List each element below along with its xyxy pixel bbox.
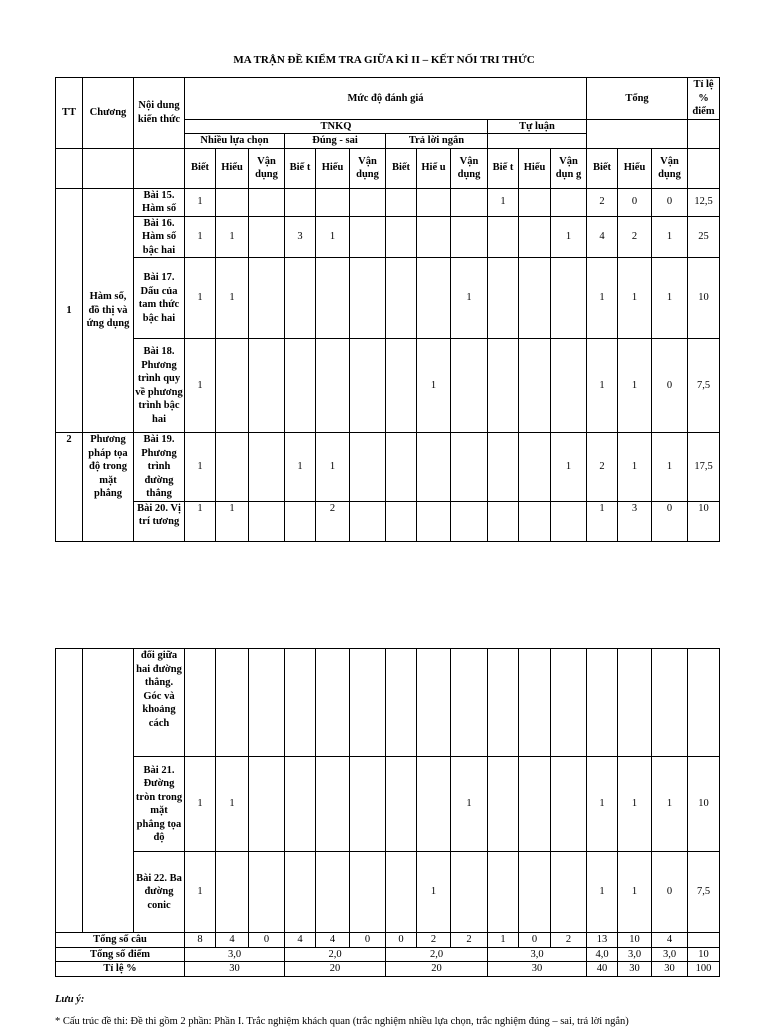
matrix-cell: 1 xyxy=(316,433,350,502)
matrix-cell xyxy=(417,188,451,216)
percent-cell: 30 xyxy=(618,962,652,977)
matrix-cell xyxy=(519,339,551,433)
matrix-cell xyxy=(488,757,519,852)
percent-cell: 30 xyxy=(488,962,587,977)
header-ti-le: Tỉ lệ % điểm xyxy=(688,78,720,120)
table-row xyxy=(56,188,720,216)
matrix-cell: 1 xyxy=(488,188,519,216)
matrix-cell xyxy=(316,339,350,433)
total-cell: 13 xyxy=(587,933,618,948)
matrix-cell xyxy=(551,757,587,852)
matrix-cell: 1 xyxy=(216,216,249,258)
header-chuong: Chương xyxy=(83,78,134,149)
header-tu-luan: Tự luận xyxy=(488,119,587,134)
level-tln-biet: Biết xyxy=(386,148,417,188)
total-cell: 2 xyxy=(551,933,587,948)
table-row xyxy=(56,216,720,258)
level-ds-hieu: Hiểu xyxy=(316,148,350,188)
matrix-cell: 1 xyxy=(185,852,216,933)
matrix-cell: 1 xyxy=(451,757,488,852)
matrix-cell xyxy=(386,852,417,933)
matrix-cell xyxy=(350,501,386,541)
matrix-cell xyxy=(249,649,285,757)
total-cell: 2 xyxy=(451,933,488,948)
points-cell: 3,0 xyxy=(652,947,688,962)
matrix-cell xyxy=(551,852,587,933)
matrix-cell xyxy=(451,188,488,216)
header-muc-do: Mức độ đánh giá xyxy=(185,78,587,120)
matrix-cell xyxy=(249,258,285,339)
table-row xyxy=(56,433,720,502)
matrix-cell xyxy=(519,188,551,216)
notes-line-1: * Cấu trúc đề thi: Đề thi gồm 2 phần: Phần I. Trắc nghiệm khách quan (trắc nghiệm nhiều lựa chọn, trắc nghiệm đúng – sai, trả lời ngắn) xyxy=(55,1016,629,1027)
matrix-cell xyxy=(249,188,285,216)
matrix-cell xyxy=(386,339,417,433)
total-cell: 0 xyxy=(350,933,386,948)
matrix-cell: 1 xyxy=(587,757,618,852)
header-ti-le-blank xyxy=(688,119,720,148)
matrix-cell: 10 xyxy=(688,757,720,852)
matrix-cell: 1 xyxy=(185,339,216,433)
header-nhieu-lua-chon: Nhiều lựa chọn xyxy=(185,134,285,149)
level-ds-van-dung: Vận dụng xyxy=(350,148,386,188)
matrix-cell xyxy=(350,339,386,433)
header-noi-dung-blank xyxy=(134,148,185,188)
total-cell: 4 xyxy=(285,933,316,948)
chapter-number: 1 xyxy=(56,188,83,433)
chapter-number: 2 xyxy=(56,433,83,542)
table-row xyxy=(56,852,720,933)
level-tl-biet: Biế t xyxy=(488,148,519,188)
matrix-cell: 1 xyxy=(587,501,618,541)
percent-cell: 30 xyxy=(652,962,688,977)
header-tong: Tổng xyxy=(587,78,688,120)
matrix-cell: 3 xyxy=(285,216,316,258)
matrix-cell: 2 xyxy=(316,501,350,541)
matrix-cell xyxy=(216,852,249,933)
matrix-cell: 1 xyxy=(587,339,618,433)
matrix-cell: 1 xyxy=(551,433,587,502)
lesson-topic: Bài 18. Phương trình quy về phương trình bậc hai xyxy=(134,339,185,433)
matrix-cell: 2 xyxy=(587,433,618,502)
matrix-cell xyxy=(551,339,587,433)
total-points-label: Tổng số điểm xyxy=(56,947,185,962)
header-dung-sai: Đúng - sai xyxy=(285,134,386,149)
matrix-cell xyxy=(519,649,551,757)
matrix-cell xyxy=(488,258,519,339)
matrix-cell: 1 xyxy=(216,757,249,852)
matrix-cell: 1 xyxy=(185,433,216,502)
lesson-topic: Bài 15. Hàm số xyxy=(134,188,185,216)
matrix-cell xyxy=(519,433,551,502)
matrix-cell: 1 xyxy=(652,433,688,502)
level-mc-van-dung: Vận dụng xyxy=(249,148,285,188)
level-mc-hieu: Hiểu xyxy=(216,148,249,188)
matrix-cell xyxy=(316,188,350,216)
matrix-cell xyxy=(488,501,519,541)
matrix-cell xyxy=(386,258,417,339)
matrix-cell: 0 xyxy=(652,852,688,933)
level-mc-biet: Biết xyxy=(185,148,216,188)
matrix-cell xyxy=(350,188,386,216)
percent-cell: 30 xyxy=(185,962,285,977)
matrix-table-part-1 xyxy=(55,77,720,542)
matrix-cell xyxy=(417,501,451,541)
points-cell: 2,0 xyxy=(386,947,488,962)
matrix-cell xyxy=(350,433,386,502)
matrix-cell xyxy=(386,501,417,541)
matrix-cell xyxy=(451,339,488,433)
header-tnkq: TNKQ xyxy=(185,119,488,134)
lesson-topic: đối giữa hai đường thẳng. Góc và khoảng cách xyxy=(134,649,185,757)
header-tong-blank xyxy=(587,119,688,148)
matrix-cell: 17,5 xyxy=(688,433,720,502)
matrix-cell xyxy=(386,188,417,216)
matrix-cell xyxy=(350,258,386,339)
points-cell: 2,0 xyxy=(285,947,386,962)
table-row xyxy=(56,757,720,852)
matrix-cell: 1 xyxy=(587,852,618,933)
matrix-cell: 10 xyxy=(688,501,720,541)
matrix-cell: 0 xyxy=(618,188,652,216)
total-cell: 4 xyxy=(652,933,688,948)
chapter-name-continued xyxy=(83,649,134,933)
matrix-cell xyxy=(688,649,720,757)
matrix-cell: 1 xyxy=(618,852,652,933)
matrix-cell xyxy=(285,757,316,852)
matrix-cell xyxy=(285,649,316,757)
header-tt-blank xyxy=(56,148,83,188)
matrix-cell: 1 xyxy=(285,433,316,502)
matrix-cell: 0 xyxy=(652,501,688,541)
matrix-cell xyxy=(350,649,386,757)
matrix-cell xyxy=(285,339,316,433)
matrix-cell: 1 xyxy=(652,216,688,258)
lesson-topic: Bài 20. Vị trí tương xyxy=(134,501,185,541)
matrix-cell xyxy=(488,216,519,258)
points-cell: 10 xyxy=(688,947,720,962)
level-tln-hieu: Hiể u xyxy=(417,148,451,188)
level-tl-van-dung: Vận dụn g xyxy=(551,148,587,188)
matrix-cell xyxy=(316,649,350,757)
matrix-cell: 1 xyxy=(587,258,618,339)
matrix-cell xyxy=(216,649,249,757)
matrix-cell xyxy=(451,433,488,502)
table-row xyxy=(56,258,720,339)
lesson-topic: Bài 19. Phương trình đường thẳng xyxy=(134,433,185,502)
total-cell: 0 xyxy=(386,933,417,948)
matrix-cell xyxy=(285,188,316,216)
percent-cell: 100 xyxy=(688,962,720,977)
matrix-cell xyxy=(519,216,551,258)
matrix-cell xyxy=(417,757,451,852)
matrix-cell xyxy=(350,852,386,933)
lesson-topic: Bài 17. Dấu của tam thức bậc hai xyxy=(134,258,185,339)
matrix-cell xyxy=(519,258,551,339)
matrix-cell xyxy=(618,649,652,757)
matrix-cell xyxy=(386,649,417,757)
matrix-cell: 1 xyxy=(417,852,451,933)
matrix-cell xyxy=(285,852,316,933)
total-cell: 1 xyxy=(488,933,519,948)
matrix-cell xyxy=(249,757,285,852)
total-cell xyxy=(688,933,720,948)
chapter-number-continued xyxy=(56,649,83,933)
matrix-cell xyxy=(386,433,417,502)
matrix-cell xyxy=(417,649,451,757)
matrix-cell: 1 xyxy=(216,501,249,541)
matrix-cell: 0 xyxy=(652,339,688,433)
level-tln-van-dung: Vận dụng xyxy=(451,148,488,188)
header-levels-row xyxy=(56,148,720,188)
notes-section xyxy=(55,994,725,1027)
matrix-cell: 1 xyxy=(618,433,652,502)
total-cell: 4 xyxy=(216,933,249,948)
matrix-cell xyxy=(551,188,587,216)
points-cell: 3,0 xyxy=(185,947,285,962)
matrix-cell xyxy=(417,433,451,502)
total-cell: 4 xyxy=(316,933,350,948)
matrix-table-part-2 xyxy=(55,648,720,977)
matrix-cell: 12,5 xyxy=(688,188,720,216)
chapter-name: Phương pháp tọa độ trong mặt phẳng xyxy=(83,433,134,542)
matrix-cell xyxy=(386,757,417,852)
matrix-cell xyxy=(488,433,519,502)
matrix-cell: 1 xyxy=(618,339,652,433)
matrix-cell xyxy=(285,258,316,339)
matrix-cell xyxy=(551,501,587,541)
matrix-cell: 1 xyxy=(652,258,688,339)
matrix-cell: 7,5 xyxy=(688,852,720,933)
total-cell: 2 xyxy=(417,933,451,948)
percent-cell: 20 xyxy=(386,962,488,977)
matrix-cell xyxy=(185,649,216,757)
matrix-cell: 25 xyxy=(688,216,720,258)
level-tl-hieu: Hiểu xyxy=(519,148,551,188)
header-noi-dung: Nội dung kiến thức xyxy=(134,78,185,149)
matrix-cell xyxy=(488,649,519,757)
document-title: MA TRẬN ĐỀ KIỂM TRA GIỮA KÌ II – KẾT NỐI TRI THỨC xyxy=(233,54,535,66)
matrix-cell: 1 xyxy=(185,501,216,541)
matrix-cell: 1 xyxy=(185,188,216,216)
total-questions-row xyxy=(56,933,720,948)
matrix-cell xyxy=(551,258,587,339)
matrix-cell: 1 xyxy=(551,216,587,258)
matrix-cell xyxy=(587,649,618,757)
matrix-cell xyxy=(451,852,488,933)
matrix-cell xyxy=(249,216,285,258)
table-row xyxy=(56,501,720,541)
matrix-cell xyxy=(386,216,417,258)
matrix-cell: 1 xyxy=(417,339,451,433)
lesson-topic: Bài 21. Đường tròn trong mặt phẳng tọa độ xyxy=(134,757,185,852)
level-tong-van-dung: Vận dụng xyxy=(652,148,688,188)
matrix-cell: 1 xyxy=(652,757,688,852)
matrix-cell xyxy=(417,216,451,258)
matrix-cell xyxy=(451,501,488,541)
matrix-cell: 1 xyxy=(185,757,216,852)
notes-label: Lưu ý: xyxy=(55,994,85,1005)
matrix-cell xyxy=(451,216,488,258)
matrix-cell: 3 xyxy=(618,501,652,541)
matrix-cell: 1 xyxy=(316,216,350,258)
matrix-cell xyxy=(519,852,551,933)
matrix-cell: 1 xyxy=(185,216,216,258)
header-tt: TT xyxy=(56,78,83,149)
matrix-cell xyxy=(551,649,587,757)
total-questions-label: Tổng số câu xyxy=(56,933,185,948)
level-ti-le-blank xyxy=(688,148,720,188)
matrix-cell xyxy=(488,852,519,933)
level-ds-biet: Biế t xyxy=(285,148,316,188)
matrix-cell xyxy=(519,501,551,541)
total-cell: 10 xyxy=(618,933,652,948)
percent-cell: 40 xyxy=(587,962,618,977)
matrix-cell xyxy=(249,433,285,502)
percent-row xyxy=(56,962,720,977)
table-row xyxy=(56,339,720,433)
total-points-row xyxy=(56,947,720,962)
matrix-cell: 1 xyxy=(451,258,488,339)
chapter-name: Hàm số, đồ thị và ứng dụng xyxy=(83,188,134,433)
matrix-cell: 1 xyxy=(618,757,652,852)
matrix-cell xyxy=(316,258,350,339)
percent-cell: 20 xyxy=(285,962,386,977)
matrix-cell xyxy=(488,339,519,433)
lesson-topic: Bài 22. Ba đường conic xyxy=(134,852,185,933)
matrix-cell: 1 xyxy=(618,258,652,339)
matrix-cell xyxy=(285,501,316,541)
matrix-cell xyxy=(417,258,451,339)
matrix-cell xyxy=(350,216,386,258)
matrix-cell xyxy=(350,757,386,852)
total-cell: 0 xyxy=(519,933,551,948)
matrix-cell: 2 xyxy=(618,216,652,258)
points-cell: 4,0 xyxy=(587,947,618,962)
matrix-cell xyxy=(216,339,249,433)
matrix-cell xyxy=(316,852,350,933)
lesson-topic: Bài 16. Hàm số bậc hai xyxy=(134,216,185,258)
matrix-cell xyxy=(249,852,285,933)
matrix-cell xyxy=(451,649,488,757)
matrix-cell xyxy=(316,757,350,852)
header-chuong-blank xyxy=(83,148,134,188)
level-tong-biet: Biết xyxy=(587,148,618,188)
matrix-cell xyxy=(216,433,249,502)
matrix-cell: 0 xyxy=(652,188,688,216)
header-tra-loi-ngan: Trả lời ngắn xyxy=(386,134,488,149)
matrix-cell: 4 xyxy=(587,216,618,258)
matrix-cell xyxy=(249,501,285,541)
points-cell: 3,0 xyxy=(488,947,587,962)
matrix-cell: 2 xyxy=(587,188,618,216)
matrix-cell xyxy=(216,188,249,216)
table-row xyxy=(56,649,720,757)
matrix-cell xyxy=(652,649,688,757)
matrix-cell: 7,5 xyxy=(688,339,720,433)
header-tu-luan-blank xyxy=(488,134,587,149)
matrix-cell: 1 xyxy=(216,258,249,339)
percent-label: Tỉ lệ % xyxy=(56,962,185,977)
points-cell: 3,0 xyxy=(618,947,652,962)
matrix-cell xyxy=(249,339,285,433)
total-cell: 8 xyxy=(185,933,216,948)
total-cell: 0 xyxy=(249,933,285,948)
matrix-cell: 10 xyxy=(688,258,720,339)
level-tong-hieu: Hiểu xyxy=(618,148,652,188)
matrix-cell xyxy=(519,757,551,852)
matrix-cell: 1 xyxy=(185,258,216,339)
